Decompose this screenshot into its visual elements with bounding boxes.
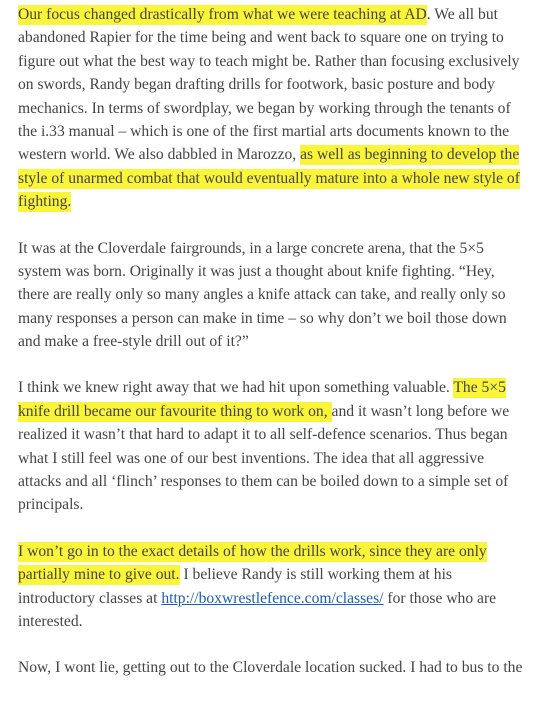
- article-paragraph: [18, 376, 538, 516]
- highlighted-text: knife drill became our favourite thing to work on,: [18, 402, 332, 420]
- classes-link[interactable]: http://boxwrestlefence.com/classes/: [161, 589, 384, 607]
- text-segment: realized it wasn’t that hard to adapt it to all self-defence scenarios. Thus began: [18, 426, 508, 444]
- text-segment: the i.33 manual – which is one of the first martial arts documents known to the: [18, 122, 510, 140]
- text-line: [18, 283, 538, 306]
- highlighted-text: partially mine to give out.: [18, 566, 180, 584]
- text-segment: on swords, Randy began drafting drills for footwork, basic posture and body: [18, 76, 495, 94]
- article-paragraph: [18, 237, 538, 354]
- text-line: [18, 656, 538, 679]
- text-line: [18, 563, 538, 586]
- text-segment: attacks and all ‘flinch’ responses to them can be boiled down to a simple set of: [18, 473, 509, 491]
- text-segment: I believe Randy is still working them at his: [179, 566, 452, 584]
- text-segment: figure out what the best way to teach might be. Rather than focusing exclusively: [18, 52, 520, 70]
- text-line: [18, 97, 538, 120]
- text-segment: introductory classes at: [18, 589, 162, 607]
- article-paragraph: [18, 656, 538, 679]
- text-segment: and it wasn’t long before we: [331, 402, 510, 420]
- text-line: [18, 610, 538, 633]
- highlighted-text: fighting.: [18, 193, 72, 211]
- text-line: [18, 143, 538, 166]
- text-line: [18, 167, 538, 190]
- text-line: [18, 120, 538, 143]
- article-paragraph: [18, 540, 538, 634]
- text-line: [18, 470, 538, 493]
- text-segment: interested.: [18, 612, 83, 630]
- text-line: [18, 447, 538, 470]
- text-line: [18, 50, 538, 73]
- text-line: [18, 73, 538, 96]
- text-segment: what I still feel was one of our best inventions. The idea that all aggressive: [18, 449, 485, 467]
- text-segment: principals.: [18, 496, 84, 514]
- text-segment: abandoned Rapier for the time being and went back to square one on trying to: [18, 29, 504, 47]
- text-line: [18, 587, 538, 610]
- text-segment: and make a free-style drill out of it?”: [18, 333, 249, 351]
- text-line: [18, 260, 538, 283]
- text-segment: . We all but: [426, 6, 498, 23]
- text-segment: mechanics. In terms of swordplay, we began by working through the tenants of: [18, 99, 511, 117]
- highlighted-text: style of unarmed combat that would eventually mature into a whole new style of: [18, 169, 520, 187]
- text-segment: there are really only so many angles a knife attack can take, and really only so: [18, 286, 506, 304]
- text-line: [18, 3, 538, 26]
- text-segment: system was born. Originally it was just a thought about knife fighting. “Hey,: [18, 262, 495, 280]
- text-line: [18, 400, 538, 423]
- text-line: [18, 26, 538, 49]
- text-line: [18, 330, 538, 353]
- highlighted-text: Our focus changed drastically from what we were teaching at AD: [18, 6, 427, 23]
- highlighted-text: I won’t go in to the exact details of how the drills work, since they are only: [18, 542, 487, 560]
- text-line: [18, 540, 538, 563]
- text-line: [18, 376, 538, 399]
- highlighted-text: The 5×5: [453, 379, 506, 397]
- article-body: [18, 3, 538, 703]
- text-line: [18, 423, 538, 446]
- text-line: [18, 190, 538, 213]
- text-segment: I think we knew right away that we had hit upon something valuable.: [18, 379, 454, 397]
- text-segment: for those who are: [383, 589, 497, 607]
- text-segment: western world. We also dabbled in Marozzo,: [18, 146, 301, 164]
- text-segment: It was at the Cloverdale fairgrounds, in a large concrete arena, that the 5×5: [18, 239, 484, 257]
- highlighted-text: as well as beginning to develop the: [300, 146, 520, 164]
- text-line: [18, 237, 538, 260]
- text-line: [18, 307, 538, 330]
- text-segment: many responses a person can make in time – so why don’t we boil those down: [18, 309, 507, 327]
- text-segment: Now, I wont lie, getting out to the Cloverdale location sucked. I had to bus to the: [18, 659, 523, 677]
- article-paragraph: [18, 3, 538, 214]
- text-line: [18, 493, 538, 516]
